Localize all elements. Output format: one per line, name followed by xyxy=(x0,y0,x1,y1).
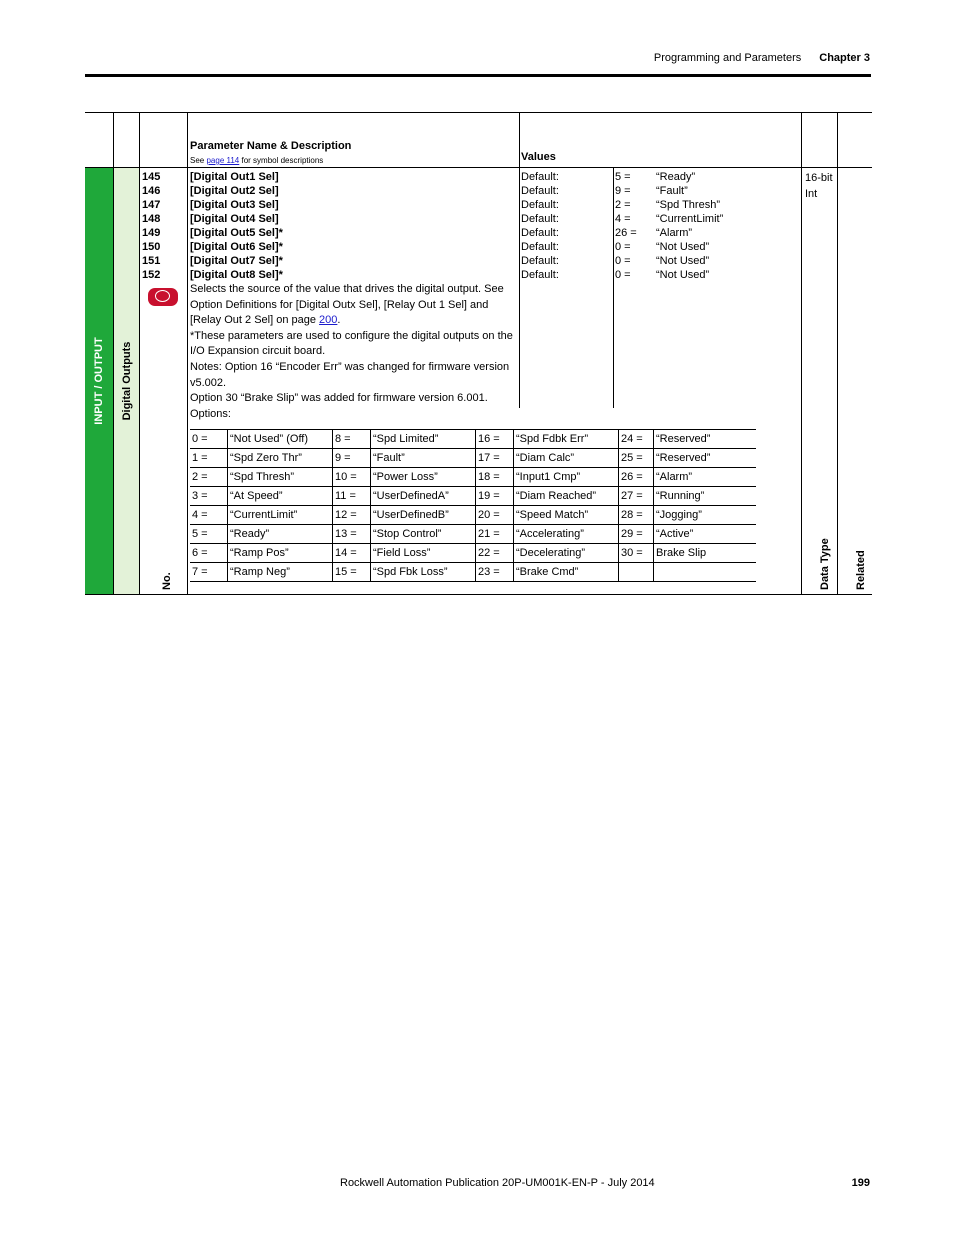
param-number: 149 xyxy=(142,227,161,239)
options-row xyxy=(190,430,756,449)
option-label: “Power Loss” xyxy=(371,468,476,487)
param-name: [Digital Out3 Sel] xyxy=(190,199,279,211)
option-code: 1 = xyxy=(190,449,228,468)
options-row xyxy=(190,525,756,544)
default-label: Default: xyxy=(521,185,559,197)
option-code: 0 = xyxy=(190,430,228,449)
option-code: 30 = xyxy=(619,544,654,563)
option-label: “UserDefinedB” xyxy=(371,506,476,525)
option-code: 28 = xyxy=(619,506,654,525)
param-number: 150 xyxy=(142,241,161,253)
option-code: 13 = xyxy=(333,525,371,544)
param-name: [Digital Out7 Sel]* xyxy=(190,255,283,267)
option-label: “Speed Match” xyxy=(514,506,619,525)
param-number: 147 xyxy=(142,199,161,211)
option-label: “Diam Reached” xyxy=(514,487,619,506)
option-label: “Accelerating” xyxy=(514,525,619,544)
chapter-label: Chapter 3 xyxy=(819,52,870,64)
option-code: 12 = xyxy=(333,506,371,525)
default-value: “Not Used” xyxy=(656,255,710,267)
option-label: “At Speed” xyxy=(228,487,333,506)
section-title: Programming and Parameters xyxy=(653,52,802,64)
running-header xyxy=(654,52,870,64)
default-value: “Fault” xyxy=(656,185,688,197)
option-code: 3 = xyxy=(190,487,228,506)
option-label: “Spd Zero Thr” xyxy=(228,449,333,468)
option-label: “Jogging” xyxy=(654,506,757,525)
param-name: [Digital Out8 Sel]* xyxy=(190,269,283,281)
option-label: “Spd Fdbk Err” xyxy=(514,430,619,449)
option-code xyxy=(619,563,654,582)
option-code: 2 = xyxy=(190,468,228,487)
default-value: “Ready” xyxy=(656,171,696,183)
options-row xyxy=(190,487,756,506)
col-divider xyxy=(139,113,140,594)
data-type-header: Data Type xyxy=(819,538,831,590)
option-label: “Ramp Neg” xyxy=(228,563,333,582)
param-name-header: Parameter Name & Description xyxy=(190,140,352,152)
option-label: “Spd Limited” xyxy=(371,430,476,449)
option-label: “Reserved” xyxy=(654,430,757,449)
default-value: “Not Used” xyxy=(656,241,710,253)
option-code: 4 = xyxy=(190,506,228,525)
data-type-value: 16-bit Int xyxy=(805,172,833,200)
option-code: 14 = xyxy=(333,544,371,563)
option-code: 21 = xyxy=(476,525,514,544)
option-code: 29 = xyxy=(619,525,654,544)
stop-drive-icon xyxy=(148,288,178,306)
footer-publication: Rockwell Automation Publication 20P-UM001K-EN-P - July 2014 xyxy=(340,1177,655,1189)
option-code: 23 = xyxy=(476,563,514,582)
default-code: 26 = xyxy=(615,227,637,239)
file-cell xyxy=(85,168,113,594)
option-code: 20 = xyxy=(476,506,514,525)
option-code: 25 = xyxy=(619,449,654,468)
parameter-table xyxy=(85,112,872,595)
col-divider xyxy=(613,168,614,408)
option-label: “Running” xyxy=(654,487,757,506)
options-label: Options: xyxy=(190,407,231,420)
expansion-note: *These parameters are used to configure the digital outputs on the I/O Expansion circuit board. xyxy=(190,329,513,358)
option-label: “Spd Fbk Loss” xyxy=(371,563,476,582)
col-divider xyxy=(837,113,838,594)
default-value: “Alarm” xyxy=(656,227,693,239)
options-row xyxy=(190,449,756,468)
group-cell xyxy=(114,168,139,594)
page-200-link[interactable]: 200 xyxy=(319,314,338,327)
param-name: [Digital Out4 Sel] xyxy=(190,213,279,225)
default-label: Default: xyxy=(521,241,559,253)
option-label: “Spd Thresh” xyxy=(228,468,333,487)
param-name: [Digital Out1 Sel] xyxy=(190,171,279,183)
option-code: 8 = xyxy=(333,430,371,449)
option-code: 17 = xyxy=(476,449,514,468)
option-label: “Fault” xyxy=(371,449,476,468)
option-code: 27 = xyxy=(619,487,654,506)
default-values xyxy=(656,170,723,282)
default-value: “Not Used” xyxy=(656,269,710,281)
default-value: “CurrentLimit” xyxy=(656,213,724,225)
options-row xyxy=(190,506,756,525)
default-label: Default: xyxy=(521,199,559,211)
related-header: Related xyxy=(855,550,867,590)
option-code: 11 = xyxy=(333,487,371,506)
option-label: “Brake Cmd” xyxy=(514,563,619,582)
symbol-note: See page 114 for symbol descriptions xyxy=(190,156,324,165)
default-codes xyxy=(615,170,637,282)
default-value: “Spd Thresh” xyxy=(656,199,720,211)
param-name: [Digital Out6 Sel]* xyxy=(190,241,283,253)
option-label: “Active” xyxy=(654,525,757,544)
col-divider xyxy=(801,113,802,594)
firmware-note-1: Notes: Option 16 “Encoder Err” was changed for firmware version v5.002. xyxy=(190,360,510,389)
options-table xyxy=(190,429,756,582)
option-code: 19 = xyxy=(476,487,514,506)
option-label: “Field Loss” xyxy=(371,544,476,563)
option-code: 18 = xyxy=(476,468,514,487)
option-label: “UserDefinedA” xyxy=(371,487,476,506)
param-number: 146 xyxy=(142,185,161,197)
param-number: 151 xyxy=(142,255,161,267)
default-label: Default: xyxy=(521,269,559,281)
option-label: “Not Used” (Off) xyxy=(228,430,333,449)
page-number: 199 xyxy=(851,1177,870,1189)
option-label: “Input1 Cmp” xyxy=(514,468,619,487)
options-row xyxy=(190,563,756,582)
option-code: 24 = xyxy=(619,430,654,449)
description-text: Selects the source of the value that drives the digital output. See Option Definitions for [Digital Outx Sel], [Relay Out 1 Sel] and [Relay Out 2 Sel] on page 200. xyxy=(190,283,504,327)
default-code: 4 = xyxy=(615,213,631,225)
option-label: “Ramp Pos” xyxy=(228,544,333,563)
default-label: Default: xyxy=(521,255,559,267)
option-label: “CurrentLimit” xyxy=(228,506,333,525)
default-code: 0 = xyxy=(615,255,631,267)
option-label: “Alarm” xyxy=(654,468,757,487)
option-code: 9 = xyxy=(333,449,371,468)
group-label: Digital Outputs xyxy=(120,341,133,421)
default-labels xyxy=(521,170,559,282)
col-divider xyxy=(519,113,520,408)
options-row xyxy=(190,544,756,563)
firmware-note-2: Option 30 “Brake Slip” was added for firmware version 6.001. xyxy=(190,392,488,405)
option-code: 5 = xyxy=(190,525,228,544)
param-number: 152 xyxy=(142,269,161,281)
option-code: 15 = xyxy=(333,563,371,582)
option-label: “Ready” xyxy=(228,525,333,544)
number-header: No. xyxy=(161,572,173,590)
option-code: 16 = xyxy=(476,430,514,449)
col-divider xyxy=(187,113,188,594)
options-row xyxy=(190,468,756,487)
option-label: “Diam Calc” xyxy=(514,449,619,468)
default-code: 0 = xyxy=(615,269,631,281)
option-code: 6 = xyxy=(190,544,228,563)
header-rule xyxy=(85,74,871,77)
param-name: [Digital Out2 Sel] xyxy=(190,185,279,197)
option-code: 7 = xyxy=(190,563,228,582)
default-code: 2 = xyxy=(615,199,631,211)
default-label: Default: xyxy=(521,227,559,239)
default-code: 0 = xyxy=(615,241,631,253)
default-label: Default: xyxy=(521,171,559,183)
option-label: “Reserved” xyxy=(654,449,757,468)
param-number: 145 xyxy=(142,171,161,183)
default-label: Default: xyxy=(521,213,559,225)
page-114-link[interactable]: page 114 xyxy=(206,156,240,165)
param-number: 148 xyxy=(142,213,161,225)
param-name: [Digital Out5 Sel]* xyxy=(190,227,283,239)
parameter-description xyxy=(190,282,515,422)
parameter-names xyxy=(190,170,283,282)
values-header: Values xyxy=(521,151,556,163)
option-label xyxy=(654,563,757,582)
option-code: 26 = xyxy=(619,468,654,487)
option-label: Brake Slip xyxy=(654,544,757,563)
option-label: “Stop Control” xyxy=(371,525,476,544)
parameter-numbers xyxy=(142,170,160,282)
default-code: 5 = xyxy=(615,171,631,183)
file-label: INPUT / OUTPUT xyxy=(93,337,105,425)
option-code: 10 = xyxy=(333,468,371,487)
option-label: “Decelerating” xyxy=(514,544,619,563)
default-code: 9 = xyxy=(615,185,631,197)
option-code: 22 = xyxy=(476,544,514,563)
